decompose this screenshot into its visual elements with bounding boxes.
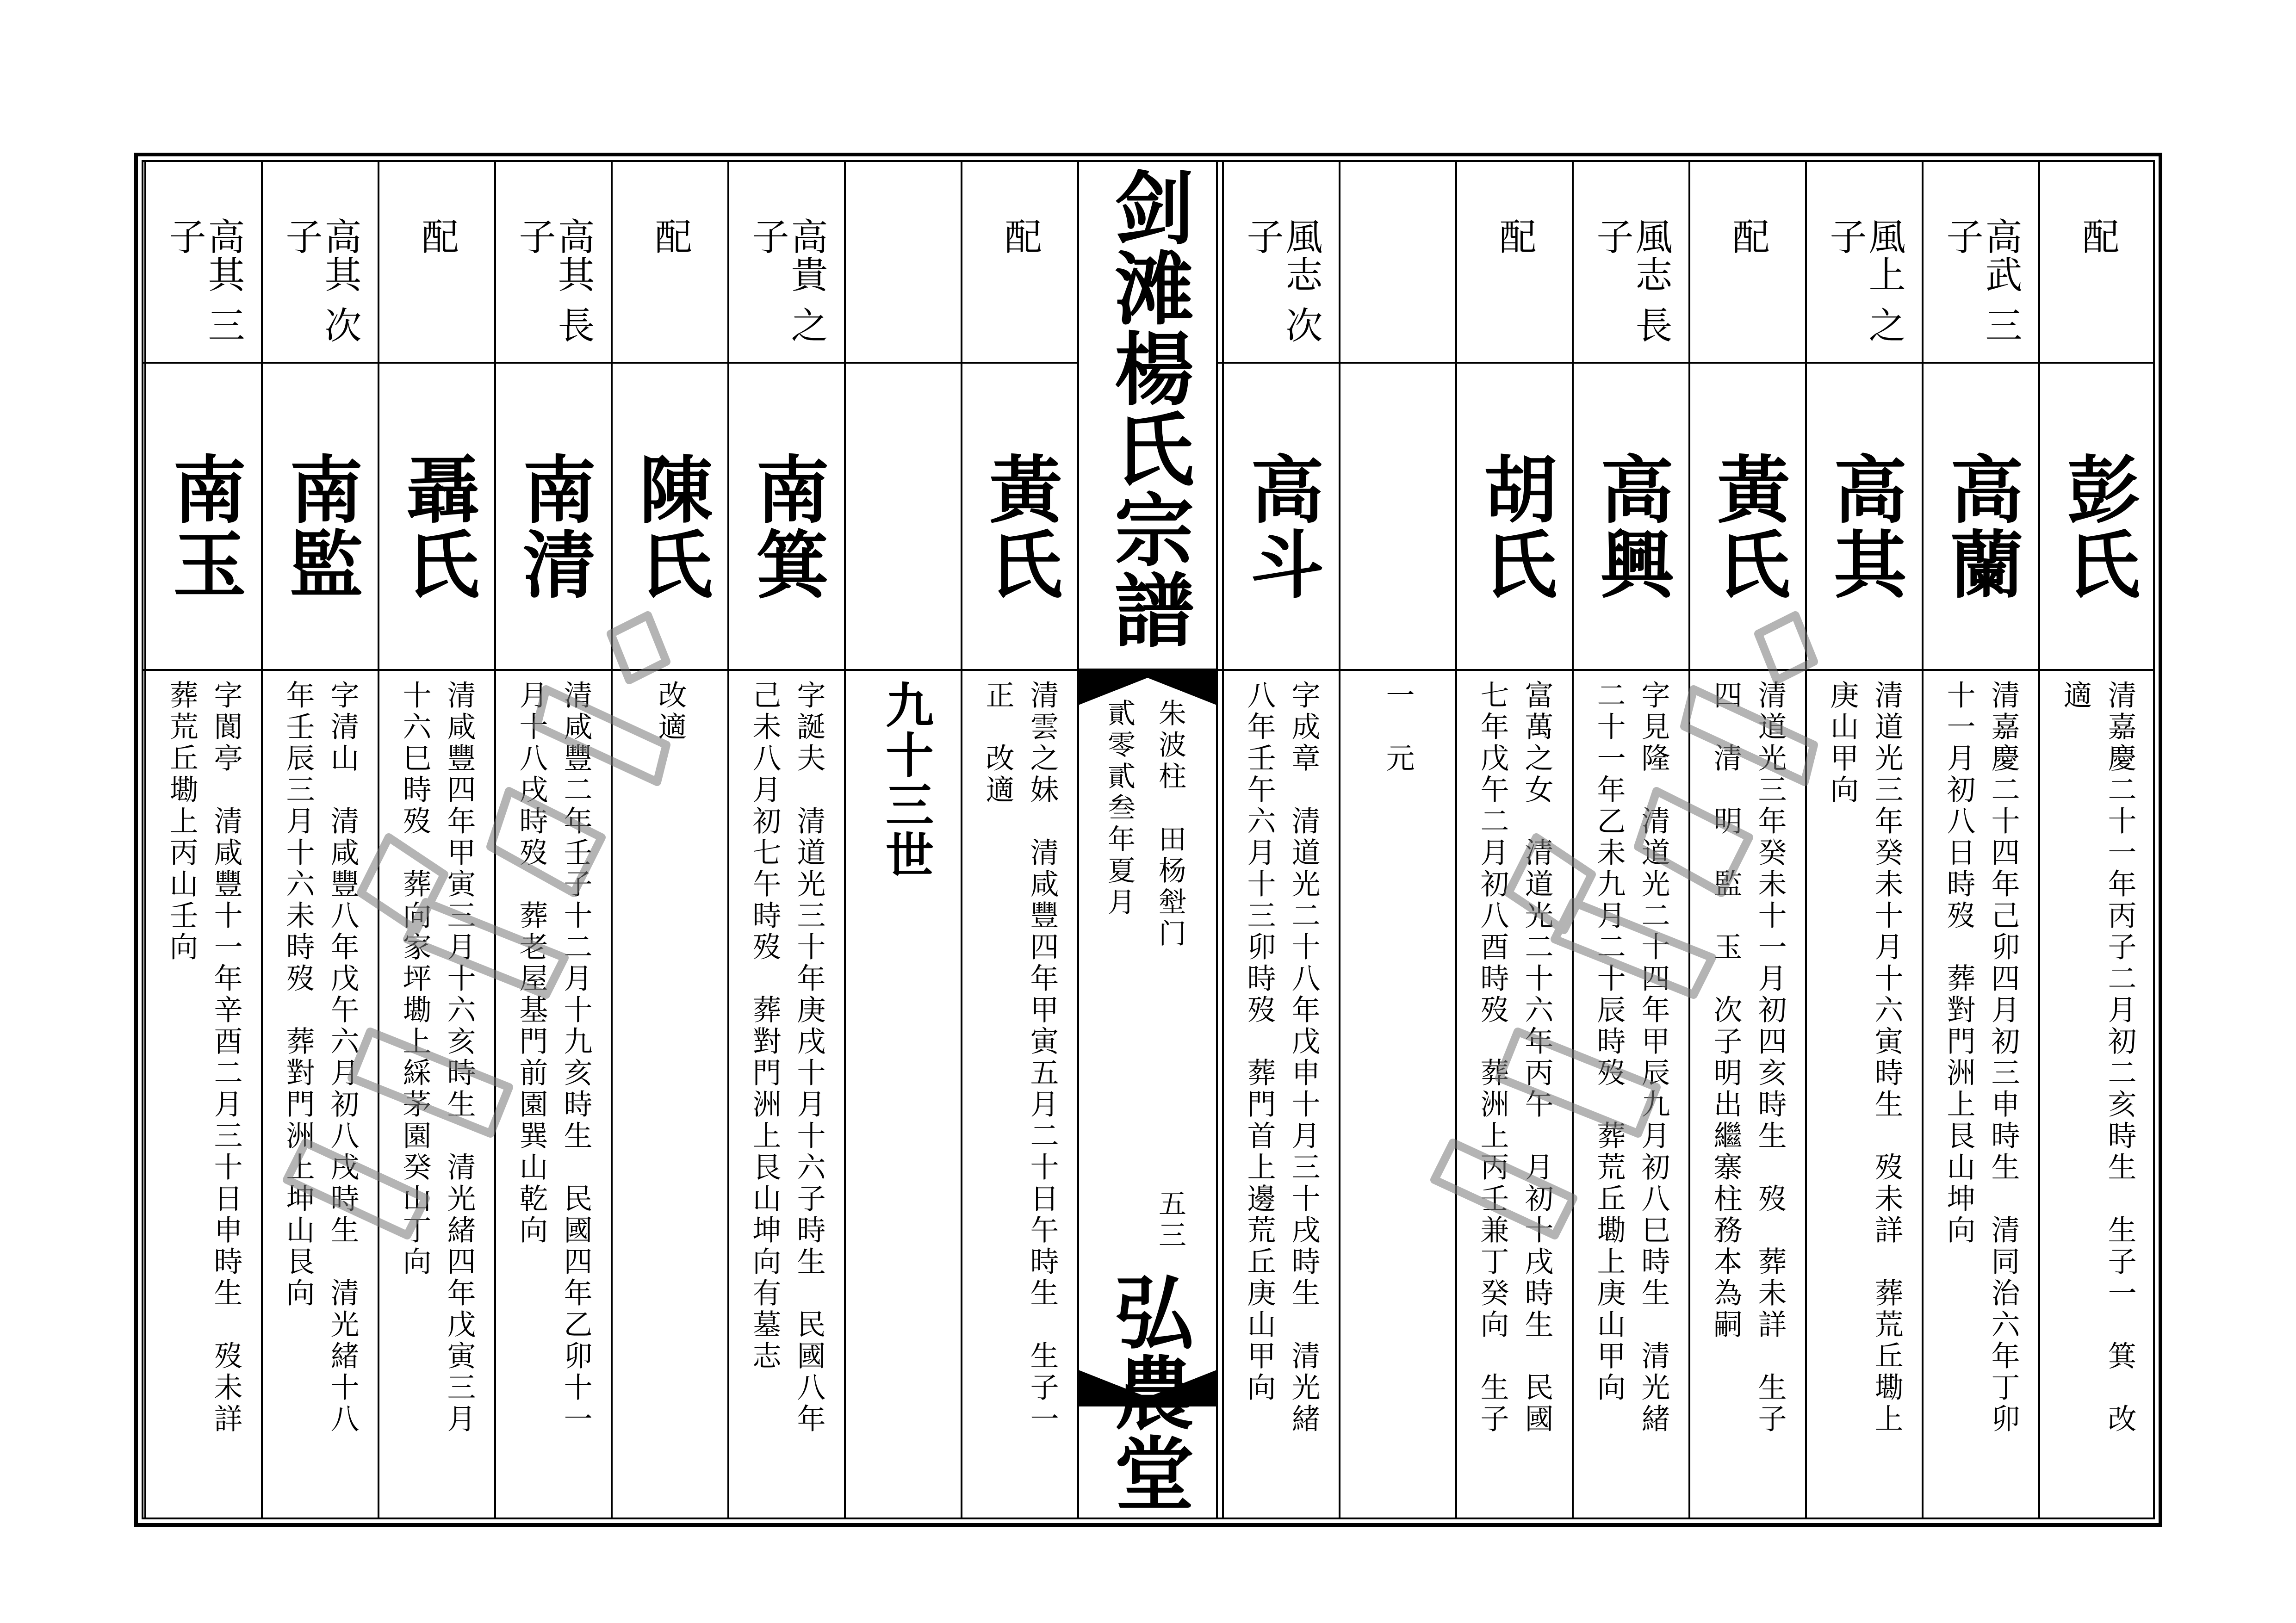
person-name: 高興 <box>1588 452 1674 601</box>
generation-label: 九十三世 <box>877 680 934 880</box>
person-name: 陳氏 <box>627 452 713 601</box>
person-name: 高其 <box>1821 452 1907 601</box>
row-divider <box>1218 669 2153 671</box>
compiler-text: 朱波柱 田杨㙦门 <box>1154 699 1186 950</box>
page-number: 五三 <box>1154 1189 1186 1252</box>
relation-title: 高貴 之子 <box>746 217 828 344</box>
person-column <box>378 162 494 1518</box>
book-title: 剑滩楊氏宗譜 <box>1101 167 1194 650</box>
person-column <box>1572 162 1688 1518</box>
person-column <box>611 162 727 1518</box>
person-biography: 清嘉慶二十四年己卯四月初三申時生 清同治六年丁卯 十一月初八日時歿 葬對門洲上艮山坤向 <box>1942 680 2020 1435</box>
person-biography: 富萬之女 清道光二十六年丙午 月初十戌時生 民國 七年戊午二月初八酉時歿 葬洲上丙壬兼丁癸向 生子 <box>1476 680 1554 1435</box>
person-biography: 字閬亭 清咸豐十一年辛酉二月三十日申時生 歿未詳 葬荒丘墈上丙山壬向 <box>165 680 243 1435</box>
row-divider <box>1218 362 2153 364</box>
person-biography: 一 元 <box>1381 680 1415 774</box>
relation-title: 配 <box>2076 217 2119 255</box>
person-column <box>1805 162 1922 1518</box>
person-biography: 清咸豐四年甲寅三月十六亥時生 清光緒四年戊寅三月 十六巳時歿 葬向家坪墈上綵茅園癸山丁向 <box>398 680 476 1435</box>
row-divider <box>143 669 1077 671</box>
person-biography: 清道光三年癸未十月十六寅時生 歿未詳 葬荒丘墈上 庚山甲向 <box>1825 680 1904 1435</box>
person-name: 胡氏 <box>1471 452 1557 601</box>
person-name: 黃氏 <box>1705 452 1790 601</box>
person-biography: 清雲之妹 清咸豐四年甲寅五月二十日午時生 生子一 正 改適 <box>981 680 1059 1435</box>
person-name: 黃氏 <box>977 452 1062 601</box>
person-biography: 清嘉慶二十一年丙子二月初二亥時生 生子一 箕 改 適 <box>2059 680 2137 1435</box>
person-biography: 字見隆 清道光二十四年甲辰九月初八巳時生 清光緒 二十一年乙未九月二十辰時歿 葬荒丘墈上庚山甲向 <box>1592 680 1670 1435</box>
person-biography: 字清山 清咸豐八年戊午六月初八戌時生 清光緒十八 年壬辰三月十六未時歿 葬對門洲上坤山艮向 <box>281 680 360 1435</box>
person-biography: 清咸豐二年壬子十二月十九亥時生 民國四年乙卯十一 月十八戌時歿 葬老屋基門前園巽山乾向 <box>515 680 593 1435</box>
person-column <box>1688 162 1805 1518</box>
generation-label-wrap <box>871 680 940 882</box>
relation-title: 高其 次子 <box>279 217 361 344</box>
person-biography: 字誕夫 清道光三十年庚戌十月十六子時生 民國八年 己未八月初七午時歿 葬對門洲上艮山坤向有墓志 <box>748 680 826 1435</box>
person-column <box>2038 162 2155 1518</box>
person-name: 南箕 <box>744 452 829 601</box>
relation-title: 風志 次子 <box>1241 217 1322 344</box>
person-name: 聶氏 <box>394 452 479 601</box>
person-column <box>961 162 1077 1518</box>
relation-title: 高其 長子 <box>513 217 595 344</box>
relation-title: 配 <box>416 217 459 255</box>
person-name: 高斗 <box>1238 452 1324 601</box>
relation-title: 高其 三子 <box>163 217 245 344</box>
person-column <box>727 162 844 1518</box>
relation-title: 風上 之子 <box>1824 217 1905 344</box>
person-name: 彭氏 <box>2054 452 2140 601</box>
person-name: 南清 <box>510 452 596 601</box>
relation-title: 風志 長子 <box>1590 217 1672 344</box>
person-biography: 清道光三年癸未十一月初四亥時生 歿 葬未詳 生子 四 清 明 監 玉 次子明出繼寨柱務本為嗣 <box>1709 680 1787 1435</box>
book-spine <box>1077 162 1218 1518</box>
relation-title: 高武 三子 <box>1940 217 2022 344</box>
person-column <box>261 162 378 1518</box>
relation-title: 配 <box>999 217 1042 255</box>
person-name: 南玉 <box>161 452 246 601</box>
row-divider <box>143 362 1077 364</box>
relation-title: 配 <box>1493 217 1536 255</box>
person-column <box>1339 162 1455 1518</box>
relation-title: 配 <box>1726 217 1769 255</box>
person-column <box>144 162 261 1518</box>
date-text: 貳零貳叁年夏月 <box>1103 699 1136 919</box>
person-column <box>1222 162 1339 1518</box>
person-column <box>1922 162 2038 1518</box>
person-biography: 字成章 清道光二十八年戊申十月三十戌時生 清光緒 八年壬午六月十三卯時歿 葬門首上邊荒丘庚山甲向 <box>1242 680 1321 1435</box>
hall-name: 弘農堂 <box>1101 1271 1194 1513</box>
person-biography: 改適 <box>653 680 687 743</box>
person-column <box>494 162 611 1518</box>
relation-title: 配 <box>649 217 692 255</box>
person-name: 高蘭 <box>1938 452 2023 601</box>
person-column <box>1455 162 1572 1518</box>
person-name: 南監 <box>277 452 363 601</box>
